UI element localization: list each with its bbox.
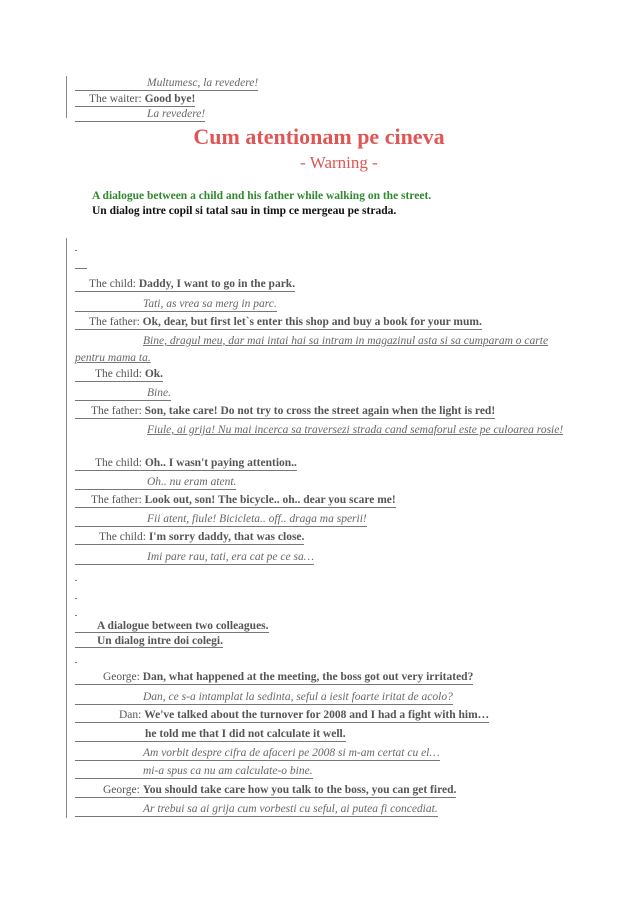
line-text: Oh.. I wasn't paying attention.. xyxy=(144,457,297,469)
speaker: The waiter: xyxy=(89,93,145,105)
line-text: Ok. xyxy=(144,368,164,380)
empty-line-marker xyxy=(75,662,77,663)
dialogue-line: Tati, as vrea sa merg in parc. xyxy=(75,297,277,312)
speaker: George: xyxy=(103,671,143,683)
speaker: The father: xyxy=(91,405,145,417)
dialogue-line xyxy=(75,315,482,330)
section-heading-romanian: Un dialog intre doi colegi. xyxy=(75,635,223,648)
dialogue-line: Oh.. nu eram atent. xyxy=(75,475,236,490)
speaker: Dan: xyxy=(119,709,145,721)
dialogue-line xyxy=(75,708,489,723)
dialogue-line: Dan, ce s-a intamplat la sedinta, seful a iesit foarte iritat de acolo? xyxy=(75,690,453,705)
line-text: You should take care how you talk to the boss, you can get fired. xyxy=(142,784,457,796)
empty-line-marker xyxy=(75,268,87,269)
line-text: he told me that I did not calculate it well. xyxy=(145,728,346,740)
dialogue-line xyxy=(75,92,195,107)
line-text: Son, take care! Do not try to cross the street again when the light is red! xyxy=(144,405,496,417)
dialogue-line xyxy=(75,404,495,419)
left-margin-line xyxy=(66,238,67,818)
line-text: Good bye! xyxy=(144,93,196,105)
line-text: Ok, dear, but first let`s enter this shop and buy a book for your mum. xyxy=(142,316,482,328)
dialogue-line: La revedere! xyxy=(75,107,205,122)
dialogue-line xyxy=(75,727,346,742)
left-margin-line xyxy=(66,76,67,118)
line-text: I'm sorry daddy, that was close. xyxy=(148,531,305,543)
section-heading-english: A dialogue between two colleagues. xyxy=(75,620,269,633)
dialogue-line: Am vorbit despre cifra de afaceri pe 2008 si m-am certat cu el… xyxy=(75,746,440,761)
empty-line-marker xyxy=(75,580,77,581)
speaker: The father: xyxy=(91,494,145,506)
empty-line-marker xyxy=(75,615,77,616)
dialogue-line xyxy=(75,456,297,471)
page-subtitle: - Warning - xyxy=(300,153,378,172)
speaker: The child: xyxy=(95,368,145,380)
line-text: We've talked about the turnover for 2008 and I had a fight with him… xyxy=(144,709,490,721)
intro-english: A dialogue between a child and his father while walking on the street. xyxy=(92,190,432,202)
dialogue-line xyxy=(75,493,396,508)
intro-romanian: Un dialog intre copil si tatal sau in timp ce mergeau pe strada. xyxy=(92,205,397,217)
speaker: The father: xyxy=(89,316,143,328)
dialogue-line xyxy=(75,367,163,382)
dialogue-line: Imi pare rau, tati, era cat pe ce sa… xyxy=(75,550,314,565)
line-text: Dan, what happened at the meeting, the boss got out very irritated? xyxy=(142,671,474,683)
empty-line-marker xyxy=(75,598,77,599)
dialogue-line-wrapped: Bine, dragul meu, dar mai intai hai sa intram in magazinul asta si sa cumparam o carte pentru mama ta. xyxy=(75,335,549,364)
dialogue-line-wrapped: Fiule, ai grija! Nu mai incerca sa traversezi strada cand semaforul este pe culoarea rosie! xyxy=(147,424,564,436)
dialogue-line: Bine. xyxy=(75,386,171,401)
dialogue-line xyxy=(75,277,295,292)
line-text: Look out, son! The bicycle.. oh.. dear you scare me! xyxy=(144,494,396,506)
dialogue-line xyxy=(75,530,304,545)
line-text: Daddy, I want to go in the park. xyxy=(138,278,296,290)
dialogue-line xyxy=(75,783,456,798)
dialogue-line: Multumesc, la revedere! xyxy=(75,76,258,91)
speaker: The child: xyxy=(89,278,139,290)
dialogue-line: Ar trebui sa ai grija cum vorbesti cu seful, ai putea fi concediat. xyxy=(75,802,438,817)
dialogue-line: Fii atent, fiule! Bicicleta.. off.. draga ma sperii! xyxy=(75,512,367,527)
dialogue-line xyxy=(75,670,473,685)
speaker: The child: xyxy=(95,457,145,469)
dialogue-line: mi-a spus ca nu am calculate-o bine. xyxy=(75,764,313,779)
page-title: Cum atentionam pe cineva xyxy=(193,124,445,149)
speaker: George: xyxy=(103,784,143,796)
empty-line-marker xyxy=(75,250,77,251)
speaker: The child: xyxy=(99,531,149,543)
